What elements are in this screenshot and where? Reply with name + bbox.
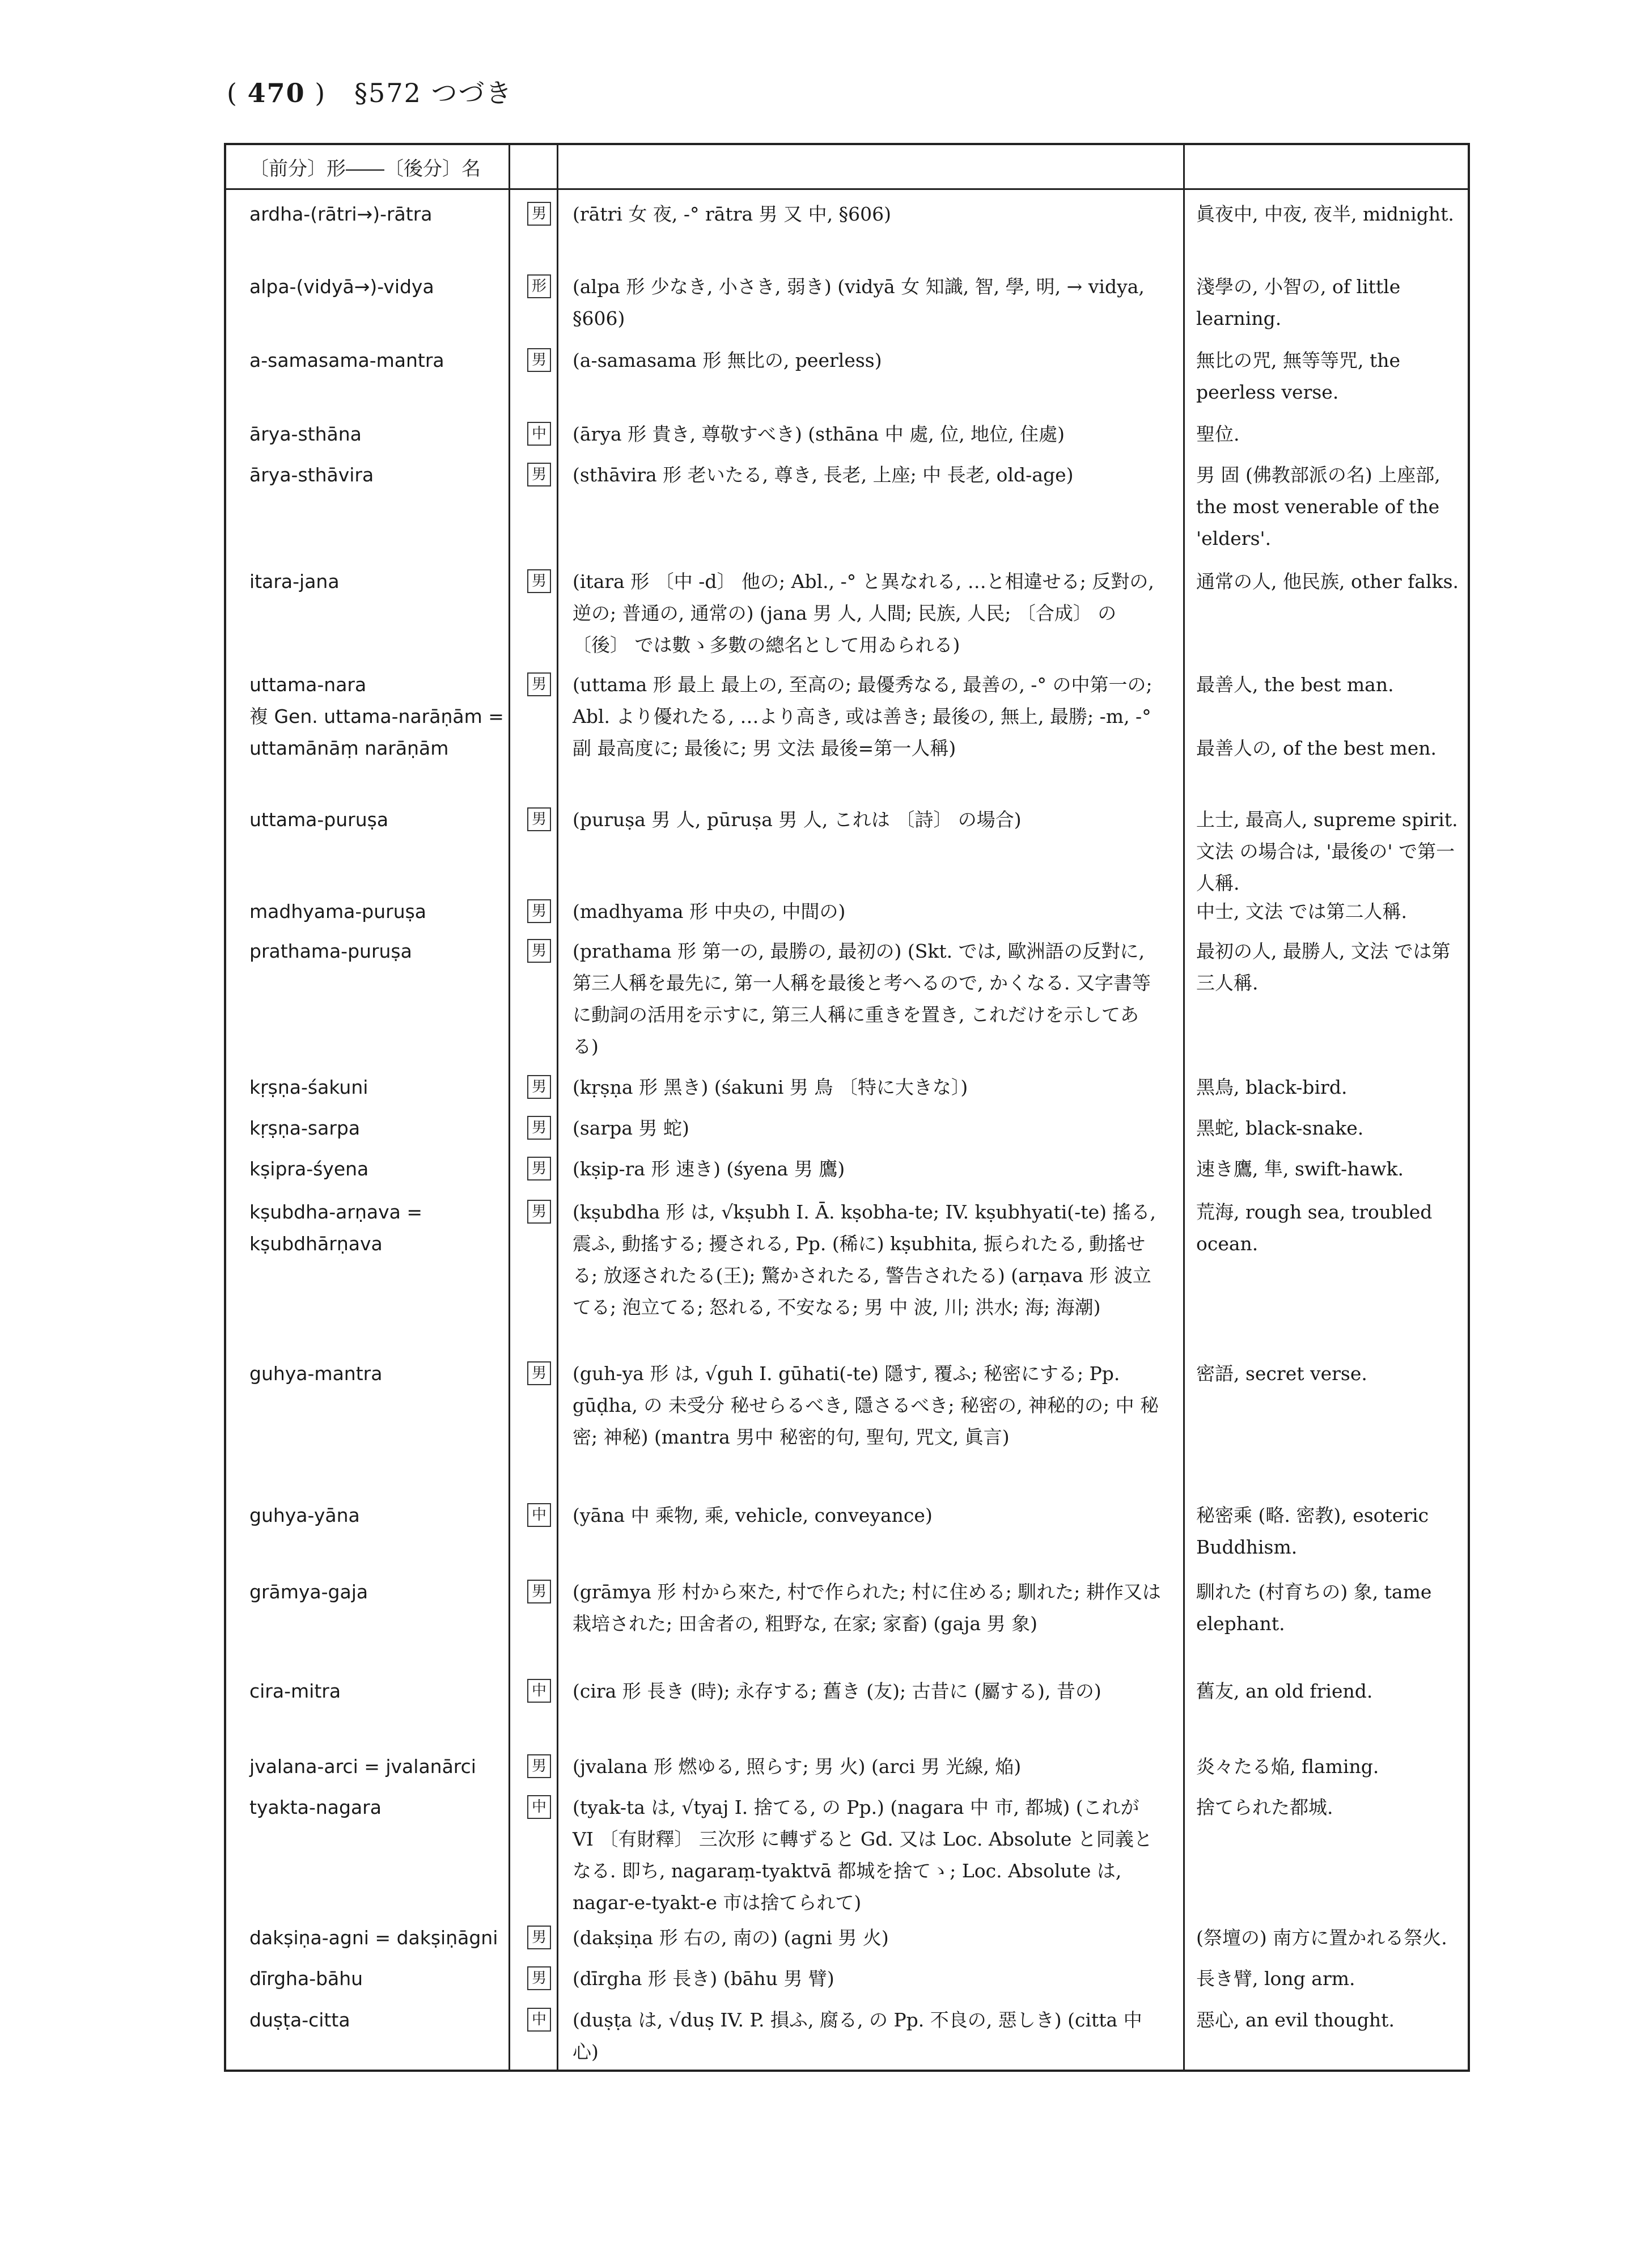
entry-term: kṛṣṇa-sarpa (249, 1117, 361, 1139)
entry-term: tyakta-nagara (249, 1796, 382, 1818)
entry-meaning: 黑蛇, black-snake. (1196, 1117, 1364, 1139)
entry-meaning: 秘密乘 (略. 密教), esoteric Buddhism. (1196, 1504, 1429, 1558)
entry-explanation: (rātri 女 夜, -° rātra 男 又 中, §606) (573, 203, 891, 225)
entry-term: kṣipra-śyena (249, 1158, 369, 1180)
entry-meaning: 通常の人, 他民族, other falks. (1196, 570, 1459, 593)
gender-badge: 男 (527, 348, 551, 372)
gender-badge: 男 (527, 463, 551, 486)
entry-explanation: (sarpa 男 蛇) (573, 1117, 689, 1139)
entry-explanation: (alpa 形 少なき, 小さき, 弱き) (vidyā 女 知識, 智, 學, 明, → vidya, §606) (573, 276, 1145, 329)
entry-term: madhyama-puruṣa (249, 900, 427, 923)
section-label: §572 つづき (354, 78, 513, 108)
page-number: 470 (247, 78, 306, 108)
entry-meaning: 惡心, an evil thought. (1196, 2009, 1395, 2031)
entry-meaning: 速き鷹, 隼, swift-hawk. (1196, 1158, 1404, 1180)
entry-meaning: 舊友, an old friend. (1196, 1680, 1373, 1702)
entry-explanation: (guh-ya 形 は, √guh I. gūhati(-te) 隱す, 覆ふ; 秘密にする; Pp. gūḍha, の 未受分 秘せらるべき, 隱さるべき; 秘密の, 神秘的の; 中 秘密; 神秘) (mantra 男中 秘密的句, 聖句, 咒文, 眞言) (573, 1363, 1159, 1448)
entry-meaning: 炎々たる焔, flaming. (1196, 1755, 1379, 1778)
gender-badge: 形 (527, 274, 551, 298)
entry-explanation: (uttama 形 最上 最上の, 至高の; 最優秀なる, 最善の, -° の中第一の; Abl. より優れたる, …より高き, 或は善き; 最後の, 無上, 最勝; -m, -° 副 最高度に; 最後に; 男 文法 最後=第一人稱) (573, 674, 1153, 759)
gender-badge: 男 (527, 1966, 551, 1990)
entry-meaning: 最善人, the best man. 最善人の, of the best men. (1196, 674, 1437, 759)
entry-meaning: 密語, secret verse. (1196, 1363, 1367, 1385)
entry-term: cira-mitra (249, 1680, 341, 1702)
entry-meaning: (祭壇の) 南方に置かれる祭火. (1196, 1927, 1447, 1949)
gender-badge: 男 (527, 1926, 551, 1949)
entry-explanation: (prathama 形 第一の, 最勝の, 最初の) (Skt. では, 歐洲語の反對に, 第三人稱を最先に, 第一人稱を最後と考へるので, かくなる. 又字書等に動詞の活用を示すに, 第三人稱に重きを置き, これだけを示してある) (573, 940, 1151, 1057)
entry-term: a-samasama-mantra (249, 349, 444, 371)
entry-explanation: (dakṣiṇa 形 右の, 南の) (agni 男 火) (573, 1927, 889, 1949)
entry-meaning: 馴れた (村育ちの) 象, tame elephant. (1196, 1581, 1432, 1635)
entry-meaning: 中士, 文法 では第二人稱. (1196, 900, 1407, 923)
gender-badge: 男 (527, 1075, 551, 1099)
gender-badge: 男 (527, 672, 551, 696)
entry-meaning: 黑鳥, black-bird. (1196, 1076, 1348, 1098)
entry-meaning: 長き臂, long arm. (1196, 1967, 1355, 1990)
entry-explanation: (grāmya 形 村から來た, 村で作られた; 村に住める; 馴れた; 耕作又は栽培された; 田舍者の, 粗野な, 在家; 家畜) (gaja 男 象) (573, 1581, 1161, 1635)
page-header: ( 470 ) §572 つづき (227, 78, 513, 108)
entry-term: grāmya-gaja (249, 1581, 368, 1603)
entry-explanation: (yāna 中 乘物, 乘, vehicle, conveyance) (573, 1504, 933, 1526)
entry-explanation: (kṛṣṇa 形 黑き) (śakuni 男 鳥 〔特に大きな〕) (573, 1076, 968, 1098)
gender-badge: 男 (527, 807, 551, 831)
gender-badge: 男 (527, 1754, 551, 1778)
entry-explanation: (madhyama 形 中央の, 中間の) (573, 900, 846, 923)
entry-term: duṣṭa-citta (249, 2009, 350, 2031)
entry-meaning: 荒海, rough sea, troubled ocean. (1196, 1201, 1433, 1255)
table-header-label: 〔前分〕形――〔後分〕名 (249, 158, 481, 180)
entry-explanation: (jvalana 形 燃ゆる, 照らす; 男 火) (arci 男 光線, 焔) (573, 1755, 1022, 1778)
entry-term: uttama-puruṣa (249, 809, 389, 831)
gender-badge: 男 (527, 939, 551, 963)
gender-badge: 男 (527, 202, 551, 226)
gender-badge: 男 (527, 569, 551, 593)
entry-term: guhya-yāna (249, 1504, 360, 1526)
column-divider (1183, 143, 1185, 2072)
entry-meaning: 上士, 最高人, supreme spirit. 文法 の場合は, '最後の' で第一人稱. (1196, 809, 1458, 894)
entry-term: prathama-puruṣa (249, 940, 412, 962)
entry-term: kṛṣṇa-śakuni (249, 1076, 368, 1098)
entry-explanation: (kṣip-ra 形 速き) (śyena 男 鷹) (573, 1158, 845, 1180)
entry-explanation: (duṣṭa は, √duṣ IV. P. 損ふ, 腐る, の Pp. 不良の, 惡しき) (citta 中 心) (573, 2009, 1142, 2063)
entry-meaning: 無比の咒, 無等等咒, the peerless verse. (1196, 349, 1401, 403)
gender-badge: 中 (527, 1795, 551, 1819)
entry-meaning: 男 固 (佛教部派の名) 上座部, the most venerable of the 'elders'. (1196, 464, 1440, 549)
header-divider (224, 188, 1470, 190)
entry-term: dīrgha-bāhu (249, 1967, 363, 1990)
entry-meaning: 淺學の, 小智の, of little learning. (1196, 276, 1401, 329)
entry-explanation: (a-samasama 形 無比の, peerless) (573, 349, 882, 371)
gender-badge: 男 (527, 1200, 551, 1224)
entry-explanation: (tyak-ta は, √tyaj I. 捨てる, の Pp.) (nagara 中 市, 都城) (これが VI 〔有財釋〕 三次形 に轉ずると Gd. 又は Loc. Absolute と同義となる. 即ち, nagaraṃ-tyaktvā 都城を捨てゝ; Loc. Absolute は, nagar-e-tyakt-e 市は捨てられて) (573, 1796, 1153, 1914)
gender-badge: 男 (527, 1116, 551, 1140)
entry-meaning: 聖位. (1196, 423, 1240, 445)
gender-badge: 男 (527, 1580, 551, 1603)
entry-term: itara-jana (249, 570, 340, 593)
entry-term: alpa-(vidyā→)-vidya (249, 276, 434, 298)
entry-explanation: (cira 形 長き (時); 永存する; 舊き (友); 古昔に (屬する), 昔の) (573, 1680, 1101, 1702)
gender-badge: 中 (527, 1503, 551, 1527)
entry-term: ārya-sthāna (249, 423, 362, 445)
entry-explanation: (dīrgha 形 長き) (bāhu 男 臂) (573, 1967, 834, 1990)
gender-badge: 中 (527, 2008, 551, 2032)
entry-term: uttama-nara 複 Gen. uttama-narāṇām = uttamānāṃ narāṇām (249, 674, 504, 759)
entry-term: ārya-sthāvira (249, 464, 374, 486)
entry-term: ardha-(rātri→)-rātra (249, 203, 433, 225)
entry-meaning: 眞夜中, 中夜, 夜半, midnight. (1196, 203, 1454, 225)
entry-meaning: 捨てられた都城. (1196, 1796, 1333, 1818)
column-divider (557, 143, 558, 2072)
entry-explanation: (itara 形 〔中 -d〕 他の; Abl., -° と異なれる, …と相違せる; 反對の, 逆の; 普通の, 通常の) (jana 男 人, 人間; 民族, 人民; 〔合成〕 の 〔後〕 では數ゝ多數の總名として用ゐられる) (573, 570, 1154, 656)
gender-badge: 男 (527, 1157, 551, 1180)
gender-badge: 中 (527, 422, 551, 446)
gender-badge: 男 (527, 1361, 551, 1385)
entry-meaning: 最初の人, 最勝人, 文法 では第三人稱. (1196, 940, 1451, 994)
gender-badge: 男 (527, 899, 551, 923)
gender-badge: 中 (527, 1679, 551, 1703)
entry-explanation: (sthāvira 形 老いたる, 尊き, 長老, 上座; 中 長老, old-age) (573, 464, 1074, 486)
entry-term: guhya-mantra (249, 1363, 383, 1385)
entry-explanation: (ārya 形 貴き, 尊敬すべき) (sthāna 中 處, 位, 地位, 住處) (573, 423, 1065, 445)
entry-explanation: (puruṣa 男 人, pūruṣa 男 人, これは 〔詩〕 の場合) (573, 809, 1022, 831)
entry-explanation: (kṣubdha 形 は, √kṣubh I. Ā. kṣobha-te; IV. kṣubhyati(-te) 搖る, 震ふ, 動搖する; 擾される, Pp. (稀に) kṣubhita, 振られたる, 動搖せる; 放逐されたる(王); 驚かされたる, 警告されたる) (arṇava 形 波立てる; 泡立てる; 怒れる, 不安なる; 男 中 波, 川; 洪水; 海; 海潮) (573, 1201, 1156, 1318)
entry-term: jvalana-arci = jvalanārci (249, 1755, 476, 1778)
entry-term: kṣubdha-arṇava = kṣubdhārṇava (249, 1201, 422, 1255)
entry-term: dakṣiṇa-agni = dakṣiṇāgni (249, 1927, 498, 1949)
